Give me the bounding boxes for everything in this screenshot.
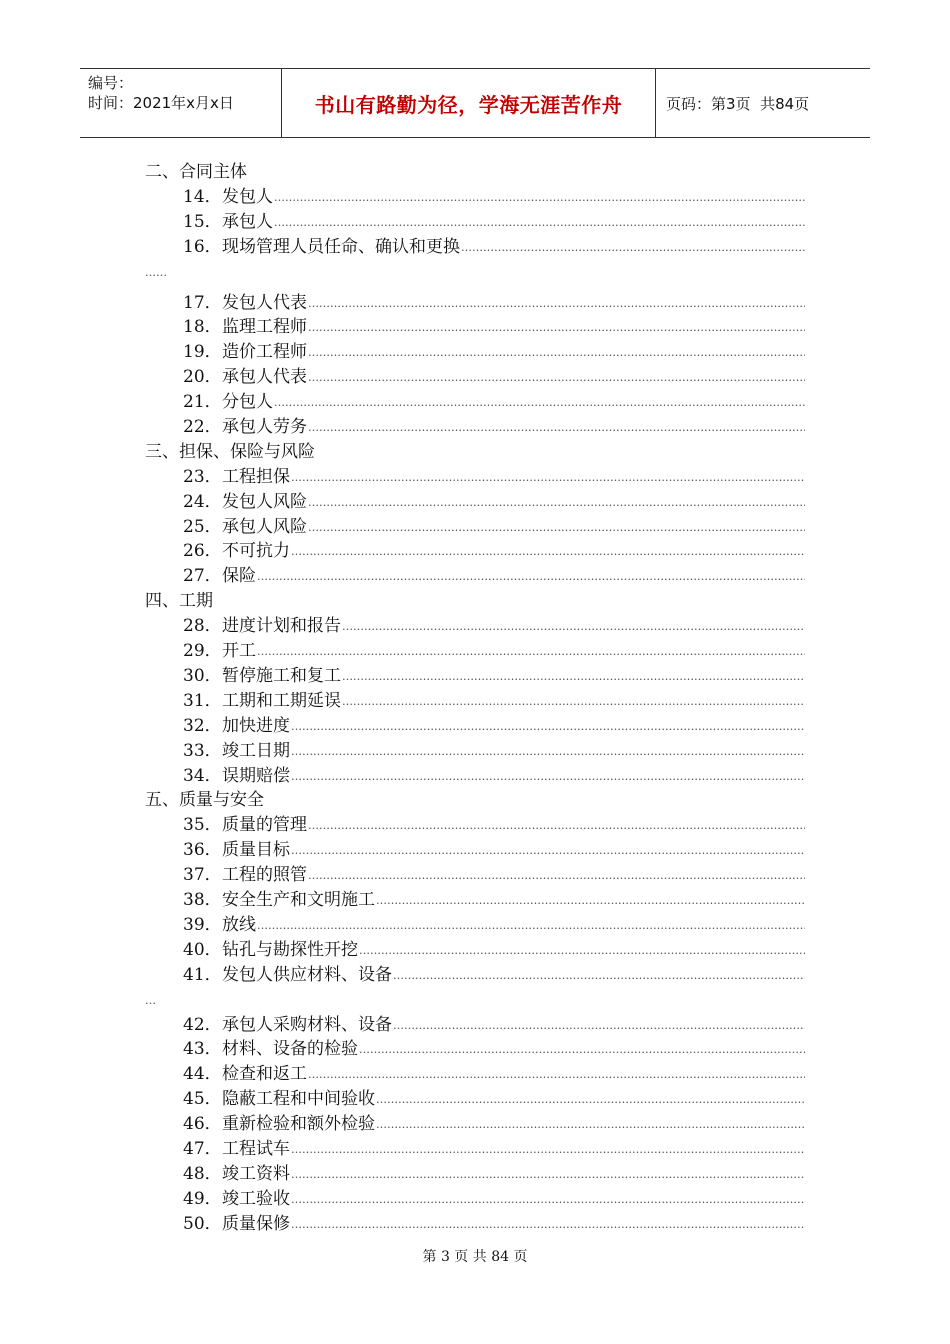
toc-entry <box>183 714 805 739</box>
toc-entry <box>183 564 805 589</box>
toc-entry-title: 暂停施工和复工 <box>222 666 341 686</box>
toc-entry-number: 37． <box>183 865 222 885</box>
toc-dot-leader <box>393 1013 805 1038</box>
toc-entry-number: 41． <box>183 965 222 985</box>
toc-entry-title: 开工 <box>222 641 256 661</box>
toc-entry <box>183 291 805 316</box>
toc-dot-leader <box>342 614 805 639</box>
toc-entry-title: 发包人 <box>222 187 273 207</box>
toc-entry-number: 24． <box>183 492 222 512</box>
toc-entry <box>183 235 805 260</box>
toc-entry-title: 加快进度 <box>222 716 290 736</box>
toc-entry <box>183 689 805 714</box>
toc-dot-leader <box>308 340 805 365</box>
toc-dot-leader <box>257 913 805 938</box>
toc-continuation-leader: … <box>145 994 156 1007</box>
toc-entry-title: 放线 <box>222 915 256 935</box>
toc-entry-number: 34． <box>183 766 222 786</box>
toc-entry <box>183 315 805 340</box>
toc-entry-title: 承包人采购材料、设备 <box>222 1015 392 1035</box>
toc-dot-leader <box>291 1187 805 1212</box>
toc-dot-leader <box>291 838 805 863</box>
toc-entry <box>183 888 805 913</box>
toc-entry-number: 47． <box>183 1139 222 1159</box>
toc-entry-title: 隐蔽工程和中间验收 <box>222 1089 375 1109</box>
toc-entry-number: 32． <box>183 716 222 736</box>
toc-entry-title: 现场管理人员任命、确认和更换 <box>222 237 460 257</box>
date-label: 时间：2021年x月x日 <box>88 94 234 112</box>
toc-entry-number: 31． <box>183 691 222 711</box>
toc-dot-leader <box>376 888 805 913</box>
toc-entry <box>183 1212 805 1237</box>
toc-entry-number: 36． <box>183 840 222 860</box>
toc-entry-number: 28． <box>183 616 222 636</box>
toc-entry-title: 质量目标 <box>222 840 290 860</box>
page-header <box>80 68 870 138</box>
toc-dot-leader <box>274 390 805 415</box>
toc-dot-leader <box>308 490 805 515</box>
toc-dot-leader <box>461 235 805 260</box>
toc-dot-leader <box>257 639 805 664</box>
toc-entry-number: 44． <box>183 1064 222 1084</box>
toc-dot-leader <box>359 1037 805 1062</box>
toc-entry <box>183 415 805 440</box>
toc-entry-number: 17． <box>183 293 222 313</box>
toc-entry-title: 保险 <box>222 566 256 586</box>
toc-entry <box>183 365 805 390</box>
toc-entry-title: 工程担保 <box>222 467 290 487</box>
toc-entry <box>183 390 805 415</box>
toc-dot-leader <box>308 365 805 390</box>
toc-dot-leader <box>291 764 805 789</box>
toc-entry <box>183 1112 805 1137</box>
toc-entry-title: 承包人 <box>222 212 273 232</box>
toc-entry-title: 竣工日期 <box>222 741 290 761</box>
toc-entry-title: 安全生产和文明施工 <box>222 890 375 910</box>
toc-dot-leader <box>308 863 805 888</box>
toc-entry <box>183 1137 805 1162</box>
toc-entry-title: 工程的照管 <box>222 865 307 885</box>
toc-entry-title: 监理工程师 <box>222 317 307 337</box>
toc-entry <box>183 1087 805 1112</box>
toc-entry <box>183 539 805 564</box>
toc-section-heading: 三、担保、保险与风险 <box>145 442 315 462</box>
toc-entry <box>183 938 805 963</box>
toc-entry-title: 工期和工期延误 <box>222 691 341 711</box>
toc-dot-leader <box>308 813 805 838</box>
toc-entry-title: 竣工验收 <box>222 1189 290 1209</box>
toc-entry <box>183 664 805 689</box>
number-label: 编号： <box>88 74 134 92</box>
toc-dot-leader <box>291 1137 805 1162</box>
toc-dot-leader <box>257 564 805 589</box>
toc-dot-leader <box>342 664 805 689</box>
toc-entry-number: 22． <box>183 417 222 437</box>
toc-dot-leader <box>393 963 805 988</box>
toc-entry-number: 14． <box>183 187 222 207</box>
toc-entry <box>183 863 805 888</box>
toc-entry-number: 35． <box>183 815 222 835</box>
toc-entry-title: 工程试车 <box>222 1139 290 1159</box>
toc-entry-number: 46． <box>183 1114 222 1134</box>
toc-entry <box>183 639 805 664</box>
toc-entry <box>183 210 805 235</box>
toc-entry <box>183 340 805 365</box>
toc-dot-leader <box>274 210 805 235</box>
toc-entry-number: 23． <box>183 467 222 487</box>
page-info-text: 页码：第3页 共84页 <box>666 94 810 113</box>
toc-entry-number: 27． <box>183 566 222 586</box>
toc-entry-number: 49． <box>183 1189 222 1209</box>
toc-entry <box>183 515 805 540</box>
toc-entry-number: 19． <box>183 342 222 362</box>
toc-section-heading: 五、质量与安全 <box>145 790 264 810</box>
toc-dot-leader <box>376 1112 805 1137</box>
toc-entry-number: 25． <box>183 517 222 537</box>
toc-entry-number: 39． <box>183 915 222 935</box>
toc-entry-title: 检查和返工 <box>222 1064 307 1084</box>
toc-dot-leader <box>308 291 805 316</box>
toc-entry <box>183 1187 805 1212</box>
toc-dot-leader <box>291 539 805 564</box>
toc-entry-number: 42． <box>183 1015 222 1035</box>
toc-entry-number: 26． <box>183 541 222 561</box>
toc-entry <box>183 739 805 764</box>
toc-entry <box>183 813 805 838</box>
toc-entry-title: 钻孔与勘探性开挖 <box>222 940 358 960</box>
toc-entry <box>183 838 805 863</box>
toc-entry <box>183 1162 805 1187</box>
toc-entry-number: 43． <box>183 1039 222 1059</box>
toc-entry-title: 误期赔偿 <box>222 766 290 786</box>
toc-dot-leader <box>342 689 805 714</box>
toc-section-heading: 四、工期 <box>145 591 213 611</box>
toc-entry <box>183 614 805 639</box>
toc-dot-leader <box>308 515 805 540</box>
header-meta <box>80 69 282 137</box>
toc-entry-number: 33． <box>183 741 222 761</box>
toc-entry <box>183 490 805 515</box>
toc-entry-title: 发包人供应材料、设备 <box>222 965 392 985</box>
toc-entry-number: 20． <box>183 367 222 387</box>
toc-entry <box>183 1062 805 1087</box>
toc-entry-title: 发包人代表 <box>222 293 307 313</box>
toc-dot-leader <box>291 465 805 490</box>
toc-continuation-leader: …… <box>145 266 167 279</box>
toc-dot-leader <box>274 185 805 210</box>
toc-entry-number: 38． <box>183 890 222 910</box>
toc-entry-title: 造价工程师 <box>222 342 307 362</box>
toc-entry <box>183 185 805 210</box>
page-footer: 第 3 页 共 84 页 <box>422 1249 528 1265</box>
header-page-info <box>656 69 870 137</box>
toc-entry <box>183 764 805 789</box>
toc-entry-number: 18． <box>183 317 222 337</box>
toc-entry-title: 重新检验和额外检验 <box>222 1114 375 1134</box>
toc-entry-title: 发包人风险 <box>222 492 307 512</box>
toc-entry-title: 进度计划和报告 <box>222 616 341 636</box>
toc-dot-leader <box>291 714 805 739</box>
toc-entry-title: 承包人劳务 <box>222 417 307 437</box>
toc-entry-number: 30． <box>183 666 222 686</box>
toc-entry-title: 材料、设备的检验 <box>222 1039 358 1059</box>
toc-entry-title: 承包人风险 <box>222 517 307 537</box>
toc-entry-title: 竣工资料 <box>222 1164 290 1184</box>
toc-entry-number: 45． <box>183 1089 222 1109</box>
toc-entry-title: 质量保修 <box>222 1214 290 1234</box>
toc-entry <box>183 1037 805 1062</box>
toc-entry-number: 15． <box>183 212 222 232</box>
toc-entry-number: 50． <box>183 1214 222 1234</box>
toc-dot-leader <box>308 315 805 340</box>
toc-entry <box>183 465 805 490</box>
toc-dot-leader <box>308 1062 805 1087</box>
toc-entry <box>183 1013 805 1038</box>
toc-entry-number: 48． <box>183 1164 222 1184</box>
toc-dot-leader <box>359 938 805 963</box>
toc-entry-number: 21． <box>183 392 222 412</box>
toc-dot-leader <box>376 1087 805 1112</box>
toc-entry-title: 分包人 <box>222 392 273 412</box>
toc-entry-number: 16． <box>183 237 222 257</box>
toc-entry-title: 不可抗力 <box>222 541 290 561</box>
toc-dot-leader <box>291 1212 805 1237</box>
toc-entry-title: 承包人代表 <box>222 367 307 387</box>
toc-dot-leader <box>291 1162 805 1187</box>
toc-entry-number: 29． <box>183 641 222 661</box>
toc-section-heading: 二、合同主体 <box>145 162 247 182</box>
toc-dot-leader <box>308 415 805 440</box>
toc-entry-number: 40． <box>183 940 222 960</box>
toc-entry <box>183 963 805 988</box>
toc-entry-title: 质量的管理 <box>222 815 307 835</box>
header-slogan: 书山有路勤为径，学海无涯苦作舟 <box>282 69 656 137</box>
toc-entry <box>183 913 805 938</box>
toc-dot-leader <box>291 739 805 764</box>
